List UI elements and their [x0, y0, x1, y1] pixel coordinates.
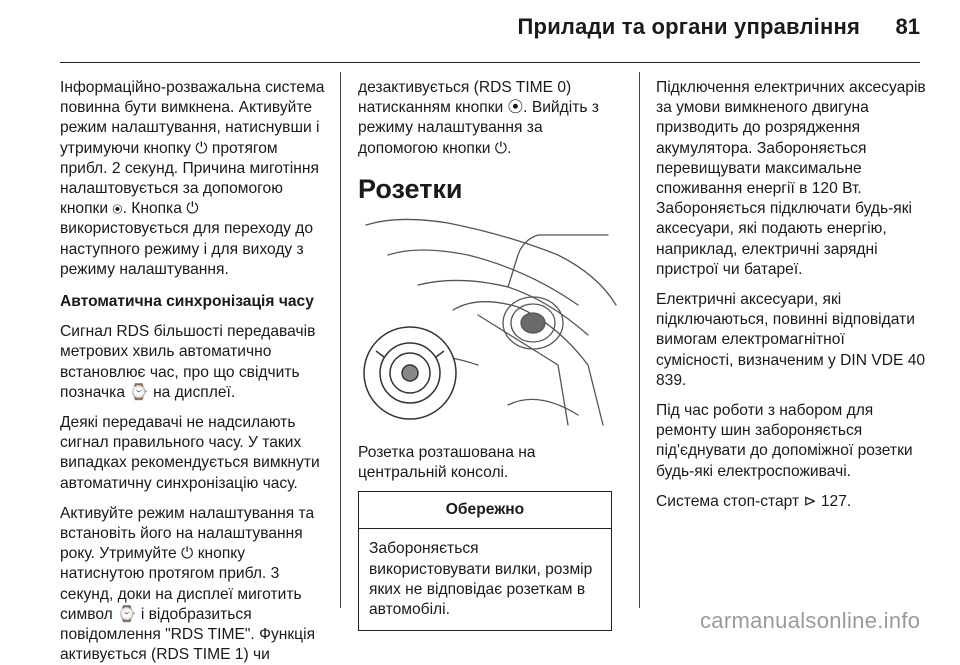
- paragraph: Сигнал RDS більшості передавачів метрових хвиль автоматично встановлює час, про що свідчить позначка ⌚ на дисплеї.: [60, 323, 316, 401]
- paragraph: Електричні аксесуари, які підключаються, повинні відповідати вимогам електромагнітної сумісності, визначеним у DIN VDE 40 839.: [656, 291, 926, 389]
- column-1: [60, 78, 328, 665]
- warning-title: Обережно: [359, 492, 611, 529]
- page-number: 81: [895, 14, 920, 39]
- paragraph: дезактивується (RDS TIME 0) натисканням кнопки ⦿. Вийдіть з режиму налаштування за допомогою кнопки ⏻.: [358, 79, 599, 157]
- socket-illustration: [358, 215, 620, 427]
- paragraph: Під час роботи з набором для ремонту шин забороняється під'єднувати до допоміжної розетки будь-які електроспоживачі.: [656, 402, 913, 480]
- paragraph: Активуйте режим налаштування та встановіть його на налаштування року. Утримуйте ⏻ кнопку натиснутою протягом прибл. 3 секунд, доки на дисплеї миготить символ ⌚ і відобразиться повідомлення "RDS TIME". Функція активується (RDS TIME 1) чи: [60, 504, 316, 664]
- section-heading: Розетки: [358, 173, 463, 204]
- paragraph: Підключення електричних аксесуарів за умови вимкненого двигуна призводить до розрядження акумулятора. Забороняється перевищувати максимальне споживання енергії в 120 Вт. Забороняється підключати будь-які аксесуари, які подають енергію, наприклад, електричні зарядні пристрої чи батареї.: [656, 79, 926, 278]
- column-divider-2: [639, 72, 640, 608]
- subheading: Автоматична синхронізація часу: [60, 293, 314, 311]
- warning-box: [358, 491, 612, 631]
- column-3: [656, 78, 926, 522]
- column-divider-1: [340, 72, 341, 608]
- watermark: carmanualsonline.info: [700, 608, 921, 633]
- paragraph: Система стоп-старт ⊳ 127.: [656, 492, 852, 510]
- warning-text: Забороняється використовувати вилки, розмір яких не відповідає розеткам в автомобілі.: [369, 540, 593, 619]
- page-header: [0, 0, 960, 62]
- header-rule: [60, 62, 920, 63]
- paragraph: Деякі передавачі не надсилають сигнал правильного часу. У таких випадках рекомендується вимкнути автоматичну синхронізацію часу.: [60, 414, 320, 492]
- paragraph: Інформаційно-розважальна система повинна бути вимкнена. Активуйте режим налаштування, натиснувши і утримуючи кнопку ⏻ протягом прибл. 2 секунд. Причина миготіння налаштовується за допомогою кнопки ⦿. Кнопка ⏻ використовується для переходу до наступного режиму і для виходу з режиму налаштування.: [60, 79, 325, 278]
- column-2: [358, 78, 626, 631]
- figure-caption: Розетка розташована на центральній консолі.: [358, 444, 536, 482]
- page-title: Прилади та органи управління: [517, 14, 860, 39]
